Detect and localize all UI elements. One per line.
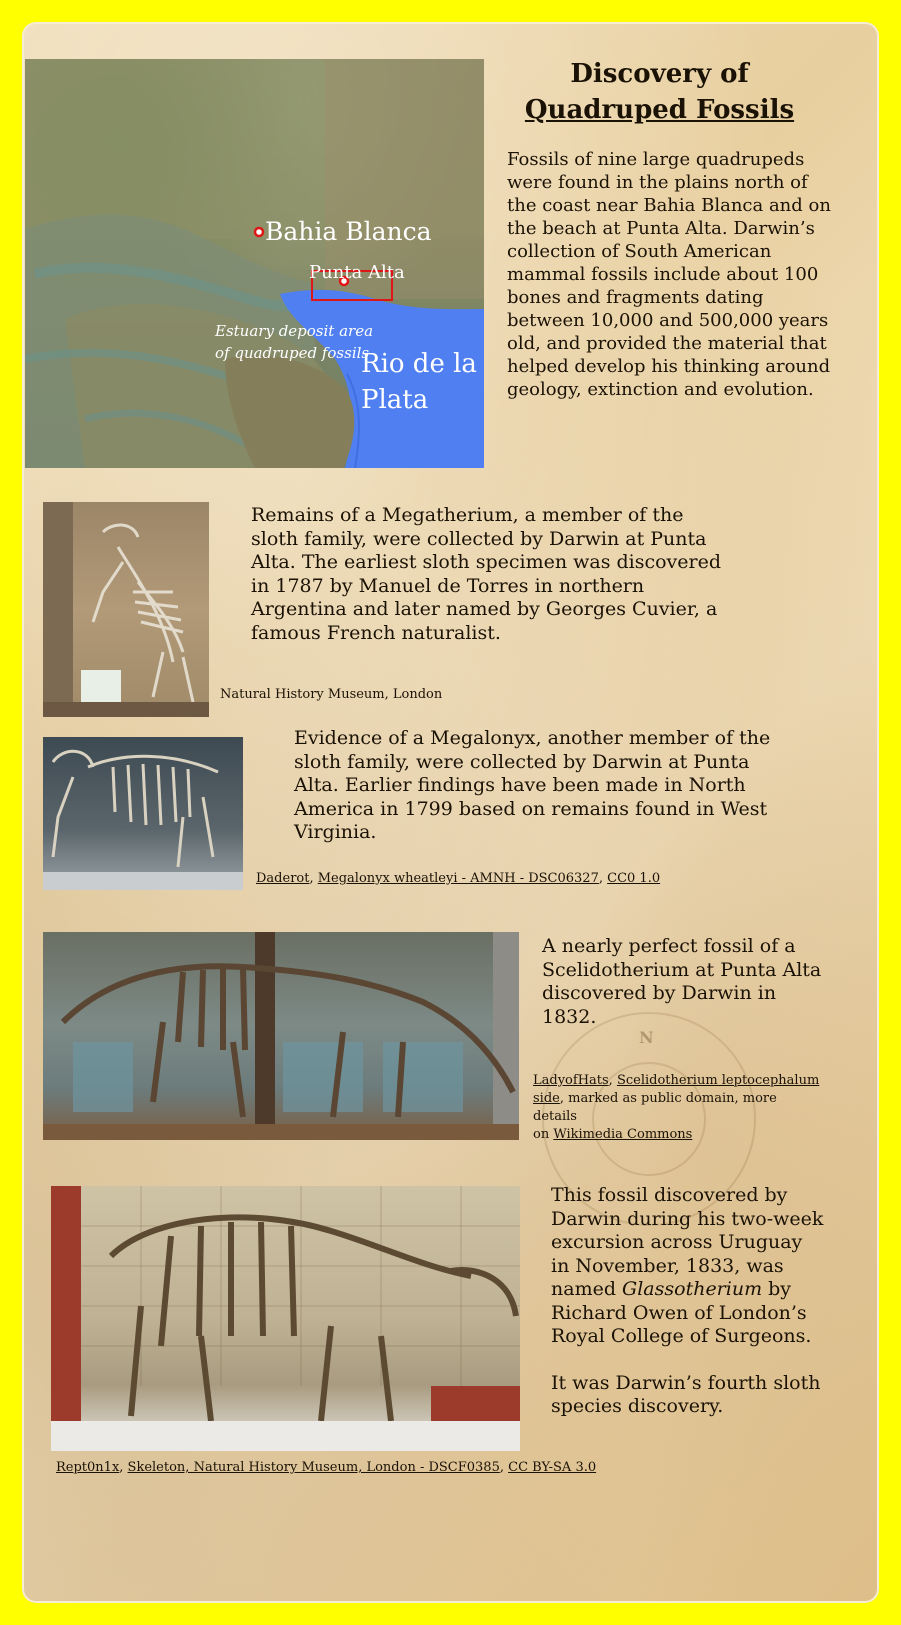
parchment-panel: [22, 22, 879, 1603]
map-label-rio-line1: Rio de la: [361, 349, 477, 379]
megalonyx-credit-sep1: ,: [309, 871, 318, 886]
map-label-estuary-line1: Estuary deposit area: [215, 322, 374, 340]
glassotherium-credit-title-link[interactable]: Skeleton, Natural History Museum, London - DSCF0385: [127, 1460, 500, 1475]
megalonyx-credit-sep2: ,: [598, 871, 608, 886]
megalonyx-credit-license-link[interactable]: CC0 1.0: [607, 871, 661, 886]
megalonyx-photo: [43, 737, 243, 890]
compass-north-letter: N: [639, 1028, 654, 1047]
megatherium-credit: Natural History Museum, London: [220, 687, 443, 702]
scelidotherium-credit-title-link-1[interactable]: Scelidotherium leptocephalum: [616, 1073, 820, 1088]
page-title-line1: Discovery of: [570, 59, 749, 89]
scelidotherium-credit-source-link[interactable]: Wikimedia Commons: [553, 1127, 693, 1142]
scelidotherium-credit-line1: [533, 1072, 823, 1090]
megalonyx-credit: [256, 870, 660, 888]
megalonyx-credit-author-link[interactable]: Daderot: [256, 871, 310, 886]
scelidotherium-credit-mid: , marked as public domain, more details: [533, 1091, 777, 1124]
glassotherium-text-part1: This fossil discovered by Darwin during his two-week excursion across Uruguay in November, 1833, was named: [551, 1184, 824, 1300]
scelidotherium-credit-line3: [533, 1126, 823, 1144]
intro-paragraph: Fossils of nine large quadrupeds were found in the plains north of the coast near Bahia Blanca and on the beach at Punta Alta. Darwin’s collection of South American mammal fossils include about 100 bones and fragments dating between 10,000 and 500,000 years old, and provided the material that helped develop his thinking around geology, extinction and evolution.: [507, 149, 831, 400]
map-label-bahia-blanca: Bahia Blanca: [265, 217, 432, 246]
map-label-punta-alta: Punta Alta: [309, 262, 405, 283]
megalonyx-text: Evidence of a Megalonyx, another member of the sloth family, were collected by Darwin at Punta Alta. Earlier findings have been made in North America in 1799 based on remains found in West Virginia.: [294, 727, 771, 843]
scelidotherium-credit-sep1: ,: [608, 1073, 617, 1088]
glassotherium-credit: [56, 1459, 596, 1477]
glassotherium-credit-sep1: ,: [119, 1460, 128, 1475]
scelidotherium-text: A nearly perfect fossil of a Scelidotherium at Punta Alta discovered by Darwin in 1832.: [542, 935, 822, 1028]
glassotherium-photo: [51, 1186, 520, 1451]
map-label-estuary-line2: of quadruped fossils: [215, 344, 370, 362]
glassotherium-text-part2: by Richard Owen of London’s Royal College of Surgeons.: [551, 1278, 812, 1347]
glassotherium-credit-sep2: ,: [499, 1460, 509, 1475]
scelidotherium-credit-author-link[interactable]: LadyofHats: [533, 1073, 609, 1088]
glassotherium-credit-license-link[interactable]: CC BY-SA 3.0: [508, 1460, 597, 1475]
satellite-map: [25, 59, 484, 468]
page-title-line2: Quadruped Fossils: [524, 95, 795, 125]
megatherium-text: Remains of a Megatherium, a member of the sloth family, were collected by Darwin at Punta Alta. The earliest sloth specimen was discovered in 1787 by Manuel de Torres in northern Argentina and later named by Georges Cuvier, a famous French naturalist.: [251, 504, 722, 644]
scelidotherium-credit-line2: [533, 1090, 823, 1126]
glassotherium-text-part3: It was Darwin’s fourth sloth species discovery.: [551, 1371, 821, 1417]
glassotherium-text-species: Glassotherium: [622, 1278, 763, 1300]
map-label-rio-line2: Plata: [361, 385, 429, 415]
glassotherium-text: [551, 1184, 826, 1419]
scelidotherium-credit-title-link-2[interactable]: side: [533, 1091, 560, 1106]
scelidotherium-credit: [533, 1072, 823, 1144]
megatherium-photo: [43, 502, 209, 717]
page-title: [492, 56, 827, 128]
megalonyx-credit-title-link[interactable]: Megalonyx wheatleyi - AMNH - DSC06327: [317, 871, 599, 886]
scelidotherium-photo: [43, 932, 519, 1140]
glassotherium-credit-author-link[interactable]: Rept0n1x: [56, 1460, 120, 1475]
scelidotherium-credit-on: on: [533, 1127, 554, 1142]
